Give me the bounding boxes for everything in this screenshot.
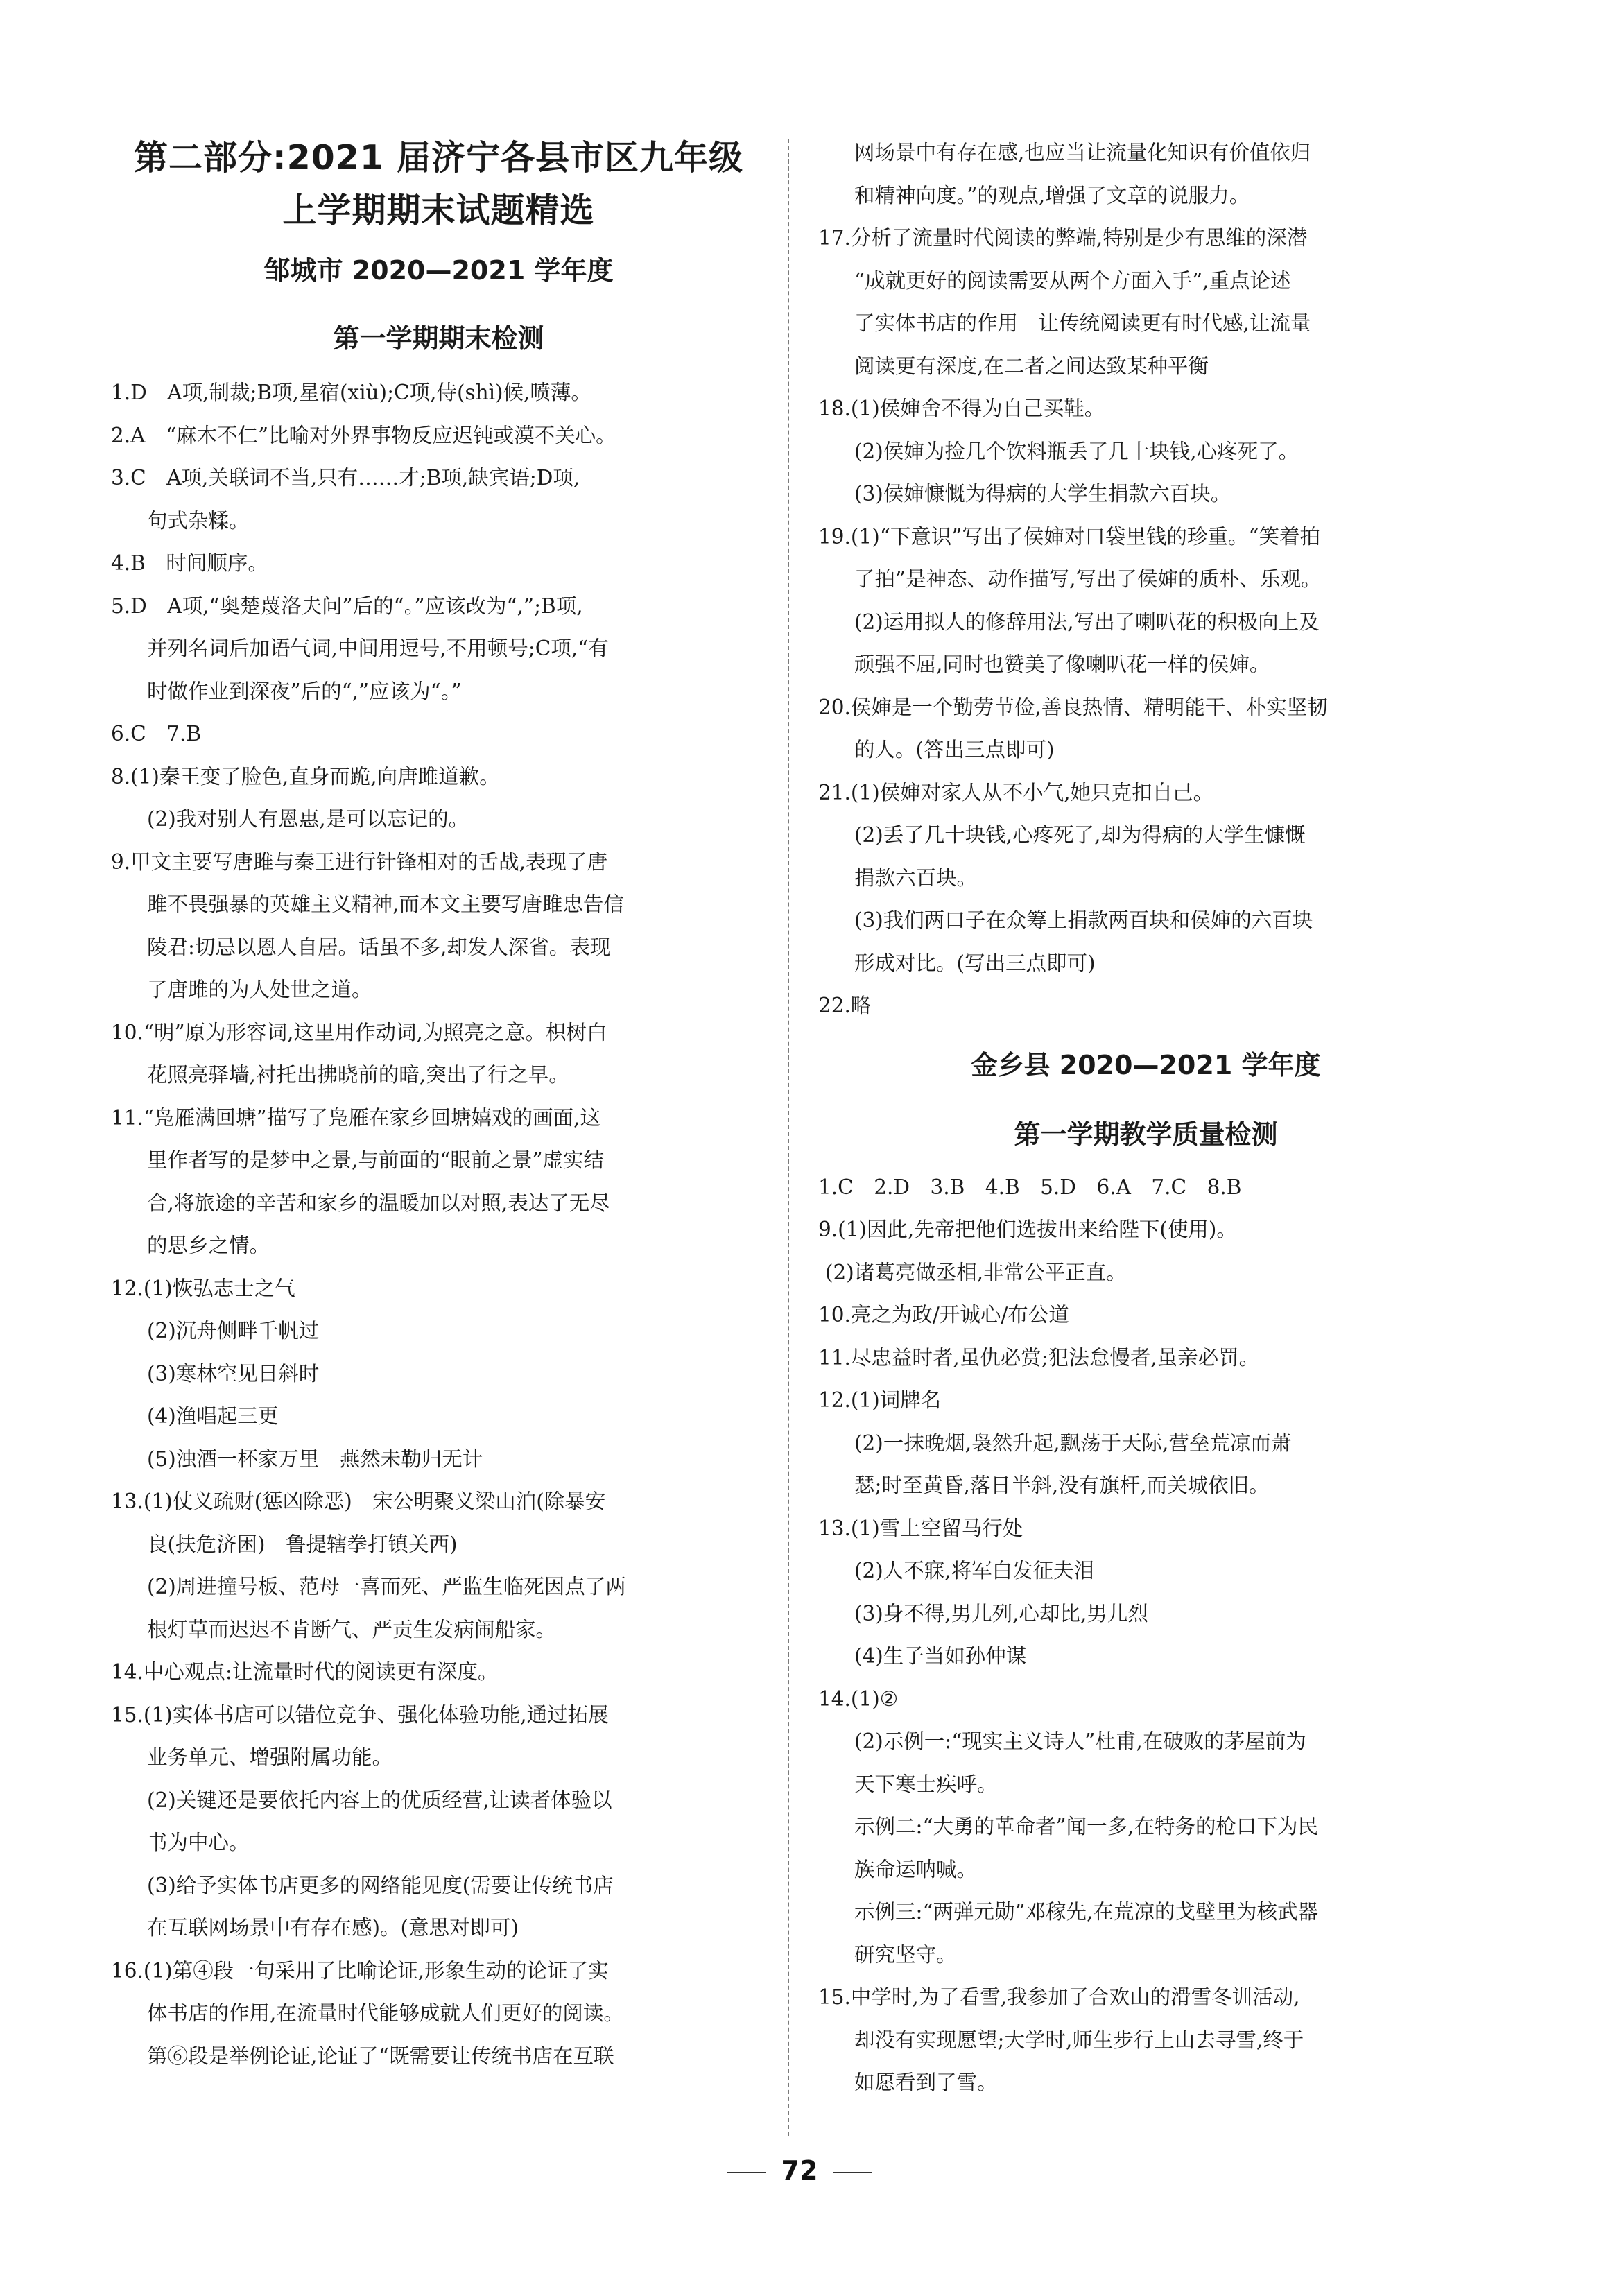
section-heading-quality-test: 第一学期教学质量检测 <box>1014 1119 1278 1150</box>
page-number-value: 72 <box>781 2155 818 2186</box>
answer-line: 雎不畏强暴的英雄主义精神,而本文主要写唐雎忠告信 <box>147 892 624 916</box>
answer-line: (4)生子当如孙仲谋 <box>854 1644 1027 1668</box>
answer-line: (3)给予实体书店更多的网络能见度(需要让传统书店 <box>147 1873 614 1897</box>
answer-line: 2.A “麻木不仁”比喻对外界事物反应迟钝或漠不关心。 <box>111 423 616 447</box>
answer-line: 12.(1)词牌名 <box>818 1388 942 1412</box>
answer-line: 体书店的作用,在流量时代能够成就人们更好的阅读。 <box>147 2001 624 2025</box>
answer-line: 第⑥段是举例论证,论证了“既需要让传统书店在互联 <box>147 2044 614 2068</box>
answer-line: 并列名词后加语气词,中间用逗号,不用顿号;C项,“有 <box>147 637 609 660</box>
section-heading-final-exam: 第一学期期末检测 <box>333 323 544 354</box>
column-divider <box>788 139 789 2136</box>
answer-line: 却没有实现愿望;大学时,师生步行上山去寻雪,终于 <box>854 2028 1304 2052</box>
left-answer-list <box>111 372 766 2078</box>
answer-line: (2)人不寐,将军白发征夫泪 <box>854 1559 1095 1582</box>
answer-line: 示例二:“大勇的革命者”闻一多,在特务的枪口下为民 <box>854 1815 1318 1838</box>
answer-line: 15.(1)实体书店可以错位竞争、强化体验功能,通过拓展 <box>111 1702 609 1727</box>
answer-line: 网场景中有存在感,也应当让流量化知识有价值依归 <box>854 141 1311 164</box>
answer-line: 9.(1)因此,先帝把他们选拔出来给陛下(使用)。 <box>818 1218 1237 1241</box>
answer-line: 时做作业到深夜”后的“,”应该为“。” <box>147 679 462 703</box>
answer-line: (2)我对别人有恩惠,是可以忘记的。 <box>147 807 469 831</box>
left-column <box>111 132 766 2078</box>
answer-line: 12.(1)恢弘志士之气 <box>111 1276 295 1300</box>
answer-line: 陵君:切忌以恩人自居。话虽不多,却发人深省。表现 <box>147 935 611 959</box>
answer-line: 18.(1)侯婶舍不得为自己买鞋。 <box>818 397 1105 420</box>
part-title-line2: 上学期期末试题精选 <box>282 191 595 230</box>
answer-line: 11.“凫雁满回塘”描写了凫雁在家乡回塘嬉戏的画面,这 <box>111 1105 600 1130</box>
answer-line: 业务单元、增强附属功能。 <box>147 1745 393 1769</box>
answer-line: 句式杂糅。 <box>147 508 250 533</box>
page-number-dash-right <box>833 2172 872 2173</box>
answer-line: 8.(1)秦王变了脸色,直身而跪,向唐雎道歉。 <box>111 764 500 788</box>
answer-line: 5.D A项,“奥楚蔑洛夫问”后的“。”应该改为“,”;B项, <box>111 594 583 618</box>
district-heading-zoucheng: 邹城市 2020—2021 学年度 <box>263 255 614 286</box>
answer-line: 顽强不屈,同时也赞美了像喇叭花一样的侯婶。 <box>854 653 1270 676</box>
answer-line: 根灯草而迟迟不肯断气、严贡生发病闹船家。 <box>147 1617 557 1641</box>
answer-line: 10.亮之为政/开诚心/布公道 <box>818 1303 1069 1327</box>
answer-line: (2)诸葛亮做丞相,非常公平正直。 <box>825 1260 1127 1284</box>
answer-line: 和精神向度。”的观点,增强了文章的说服力。 <box>854 183 1250 207</box>
answer-line: 族命运呐喊。 <box>854 1857 978 1881</box>
answer-line: 在互联网场景中有存在感)。(意思对即可) <box>147 1916 519 1940</box>
answer-line: 14.(1)② <box>818 1686 899 1711</box>
part-title-line1: 第二部分:2021 届济宁各县市区九年级 <box>133 138 744 178</box>
answer-line: 1.D A项,制裁;B项,星宿(xiù);C项,侍(shì)候,喷薄。 <box>111 381 591 404</box>
answer-line: 6.C 7.B <box>111 722 202 745</box>
answer-line: 了实体书店的作用 让传统阅读更有时代感,让流量 <box>854 311 1311 335</box>
answer-line: 了唐雎的为人处世之道。 <box>147 978 372 1001</box>
answer-line: (2)侯婶为捡几个饮料瓶丢了几十块钱,心疼死了。 <box>854 439 1299 463</box>
answer-line: 天下寒士疾呼。 <box>854 1772 998 1796</box>
answer-line: 捐款六百块。 <box>854 865 978 890</box>
answer-line: 1.C 2.D 3.B 4.B 5.D 6.A 7.C 8.B <box>818 1175 1242 1199</box>
answer-line: (2)丢了几十块钱,心疼死了,却为得病的大学生慷慨 <box>854 823 1306 847</box>
answer-line: 的思乡之情。 <box>147 1234 270 1257</box>
right-answer-list-bottom <box>818 1166 1473 2105</box>
answer-line: 示例三:“两弹元勋”邓稼先,在荒凉的戈壁里为核武器 <box>854 1900 1318 1924</box>
answer-line: 13.(1)雪上空留马行处 <box>818 1516 1023 1540</box>
answer-line: (3)我们两口子在众筹上捐款两百块和侯婶的六百块 <box>854 908 1313 932</box>
answer-line: 了拍”是神态、动作描写,写出了侯婶的质朴、乐观。 <box>854 567 1322 591</box>
answer-line: (2)一抹晚烟,袅然升起,飘荡于天际,营垒荒凉而萧 <box>854 1431 1292 1455</box>
answer-line: 里作者写的是梦中之景,与前面的“眼前之景”虚实结 <box>147 1148 605 1172</box>
answer-line: 如愿看到了雪。 <box>854 2071 998 2094</box>
answer-line: 研究坚守。 <box>854 1942 957 1967</box>
answer-line: 11.尽忠益时者,虽仇必赏;犯法怠慢者,虽亲必罚。 <box>818 1345 1260 1370</box>
answer-line: (2)运用拟人的修辞用法,写出了喇叭花的积极向上及 <box>854 610 1320 634</box>
answer-line: 阅读更有深度,在二者之间达致某种平衡 <box>854 354 1209 378</box>
answer-line: 良(扶危济困) 鲁提辖拳打镇关西) <box>147 1532 458 1556</box>
answer-line: 19.(1)“下意识”写出了侯婶对口袋里钱的珍重。“笑着拍 <box>818 524 1320 549</box>
answer-line: 14.中心观点:让流量时代的阅读更有深度。 <box>111 1660 499 1684</box>
answer-line: 21.(1)侯婶对家人从不小气,她只克扣自己。 <box>818 780 1214 804</box>
page-number-dash-left <box>727 2172 766 2173</box>
district-heading-jinxiang: 金乡县 2020—2021 学年度 <box>971 1049 1321 1080</box>
right-column <box>818 132 1473 2105</box>
answer-line: 合,将旅途的辛苦和家乡的温暖加以对照,表达了无尽 <box>147 1191 610 1215</box>
answer-line: 13.(1)仗义疏财(惩凶除恶) 宋公明聚义梁山泊(除暴安 <box>111 1490 606 1513</box>
answer-line: 16.(1)第④段一句采用了比喻论证,形象生动的论证了实 <box>111 1958 609 1983</box>
answer-line: 书为中心。 <box>147 1831 250 1854</box>
answer-line: 20.侯婶是一个勤劳节俭,善良热情、精明能干、朴实坚韧 <box>818 695 1328 719</box>
answer-line: 3.C A项,关联词不当,只有……才;B项,缺宾语;D项, <box>111 466 580 490</box>
page-number <box>0 2155 1599 2186</box>
answer-line: 瑟;时至黄昏,落日半斜,没有旗杆,而关城依旧。 <box>854 1474 1270 1497</box>
answer-line: 4.B 时间顺序。 <box>111 551 268 575</box>
answer-line: (2)示例一:“现实主义诗人”杜甫,在破败的茅屋前为 <box>854 1729 1306 1753</box>
answer-line: (5)浊酒一杯家万里 燕然未勒归无计 <box>147 1447 483 1471</box>
answer-line: (3)寒林空见日斜时 <box>147 1361 320 1386</box>
answer-line: 形成对比。(写出三点即可) <box>854 951 1096 975</box>
answer-line: (3)身不得,男儿列,心却比,男儿烈 <box>854 1601 1148 1625</box>
answer-line: 花照亮驿墙,衬托出拂晓前的暗,突出了行之早。 <box>147 1063 569 1087</box>
answer-line: 15.中学时,为了看雪,我参加了合欢山的滑雪冬训活动, <box>818 1985 1300 2009</box>
answer-line: 的人。(答出三点即可) <box>854 738 1055 761</box>
answer-line: (2)沉舟侧畔千帆过 <box>147 1319 320 1343</box>
answer-line: (2)周进撞号板、范母一喜而死、严监生临死因点了两 <box>147 1575 626 1598</box>
right-answer-list-top <box>818 132 1473 1028</box>
answer-line: (2)关键还是要依托内容上的优质经营,让读者体验以 <box>147 1788 612 1812</box>
answer-line: 10.“明”原为形容词,这里用作动词,为照亮之意。枳树白 <box>111 1020 607 1044</box>
answer-line: 9.甲文主要写唐雎与秦王进行针锋相对的舌战,表现了唐 <box>111 849 608 874</box>
answer-line: 22.略 <box>818 994 872 1017</box>
answer-line: “成就更好的阅读需要从两个方面入手”,重点论述 <box>854 268 1291 293</box>
answer-line: (4)渔唱起三更 <box>147 1404 279 1428</box>
answer-line: (3)侯婶慷慨为得病的大学生捐款六百块。 <box>854 482 1231 506</box>
answer-line: 17.分析了流量时代阅读的弊端,特别是少有思维的深潜 <box>818 226 1308 250</box>
